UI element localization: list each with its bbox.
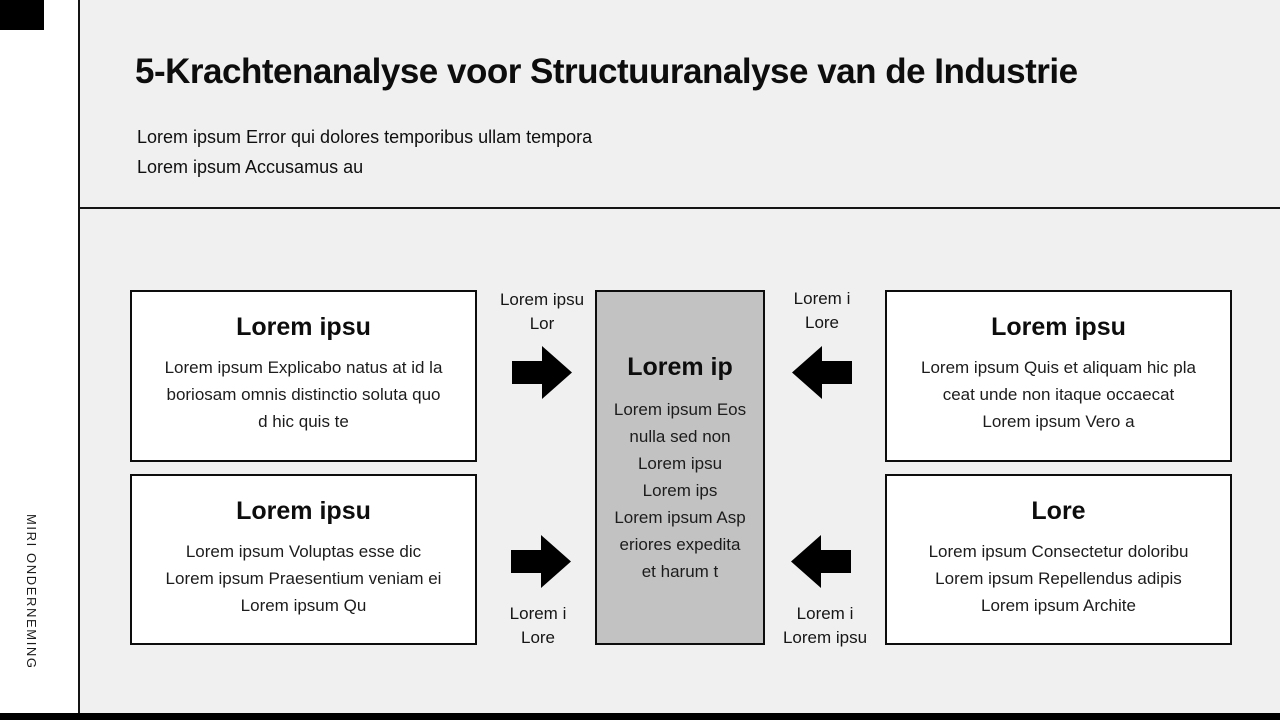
slide-subtitle (137, 122, 1037, 182)
slide-title: 5-Krachtenanalyse voor Structuuranalyse van de Industrie (135, 52, 1078, 91)
box-body-line: Lorem ipsum Quis et aliquam hic pla (921, 358, 1196, 377)
arrow-label-line: Lorem i (796, 604, 854, 623)
arrow-label-line: Lore (520, 628, 556, 647)
box-body-line: Lorem ipsum Qu (240, 596, 367, 615)
force-box-bottom-left (130, 474, 477, 645)
arrow-label-line: Lorem i (793, 289, 851, 308)
arrow-right-icon (512, 346, 572, 399)
arrow-label-top-left (462, 288, 622, 336)
box-body-line: nulla sed non (629, 427, 731, 446)
box-title: Lorem ipsu (236, 497, 371, 525)
box-body (132, 354, 475, 435)
box-body-line: Lorem ipsum Praesentium veniam ei (165, 569, 442, 588)
arrow-right-icon (511, 535, 571, 588)
box-body (132, 538, 475, 619)
arrow-left-icon (791, 535, 851, 588)
force-box-top-right (885, 290, 1232, 462)
box-body-line: Lorem ipsum Archite (981, 596, 1136, 615)
box-body-line: Lorem ipsum Eos (613, 400, 747, 419)
arrow-label-top-right (742, 287, 902, 335)
box-title: Lorem ip (627, 353, 733, 381)
box-body-line: eriores expedita (619, 535, 741, 554)
arrow-label-line: Lorem ipsu (499, 290, 585, 309)
force-box-center (595, 290, 765, 645)
box-body-line: Lorem ipsum Vero a (982, 412, 1135, 431)
box-body-line: Lorem ipsum Asp (614, 508, 746, 527)
brand-vertical-text: MIRI ONDERNEMING (24, 514, 39, 670)
box-body-line: Lorem ipsum Consectetur doloribu (928, 542, 1189, 561)
force-box-top-left (130, 290, 477, 462)
box-body-line: Lorem ipsum Explicabo natus at id la (164, 358, 443, 377)
box-body-line: et harum t (641, 562, 719, 581)
box-title: Lorem ipsu (991, 313, 1126, 341)
arrow-label-line: Lorem i (509, 604, 567, 623)
footer-accent-bar (0, 713, 1280, 720)
box-body-line: d hic quis te (258, 412, 349, 431)
subtitle-line: Lorem ipsum Accusamus au (137, 157, 364, 177)
subtitle-line: Lorem ipsum Error qui dolores temporibus ullam tempora (137, 127, 593, 147)
box-body (887, 354, 1230, 435)
arrow-label-line: Lore (804, 313, 840, 332)
arrow-left-icon (792, 346, 852, 399)
arrow-label-line: Lor (529, 314, 555, 333)
box-body-line: Lorem ips (642, 481, 718, 500)
left-rail (0, 0, 78, 720)
box-body-line: Lorem ipsu (637, 454, 723, 473)
arrow-label-line: Lorem ipsu (782, 628, 868, 647)
header-divider (80, 207, 1280, 209)
box-title: Lore (1031, 497, 1086, 525)
box-title: Lorem ipsu (236, 313, 371, 341)
arrow-label-bottom-left (458, 602, 618, 650)
corner-accent-block (0, 0, 44, 30)
arrow-label-bottom-right (745, 602, 905, 650)
box-body-line: ceat unde non itaque occaecat (942, 385, 1175, 404)
box-body (614, 396, 746, 585)
force-box-bottom-right (885, 474, 1232, 645)
box-body-line: boriosam omnis distinctio soluta quo (166, 385, 441, 404)
box-body (887, 538, 1230, 619)
box-body-line: Lorem ipsum Repellendus adipis (935, 569, 1182, 588)
box-body-line: Lorem ipsum Voluptas esse dic (185, 542, 422, 561)
slide-canvas (80, 0, 1280, 720)
